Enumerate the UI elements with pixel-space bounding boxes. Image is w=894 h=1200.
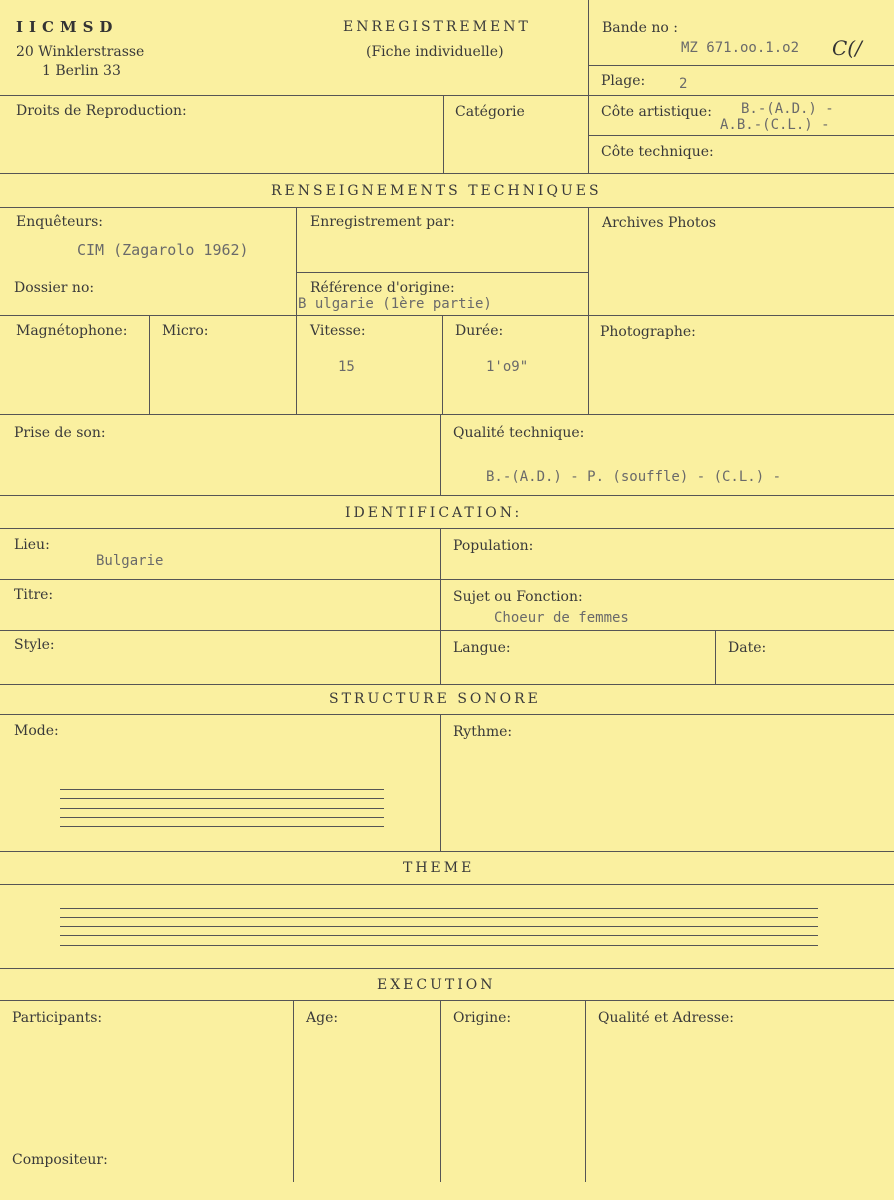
prise-de-son-label: Prise de son: — [14, 425, 106, 441]
enqueteurs-label: Enquêteurs: — [16, 214, 104, 230]
cote-artistique-line1: B.-(A.D.) - — [741, 101, 834, 117]
archives-photos-label: Archives Photos — [602, 215, 717, 231]
bande-value: MZ 671.oo.1.o2 — [681, 40, 800, 56]
bande-annotation: C(/ — [832, 36, 862, 60]
style-label: Style: — [14, 637, 55, 653]
mode-staff-line-4 — [60, 817, 384, 818]
mode-staff-line-1 — [60, 789, 384, 790]
categorie-label: Catégorie — [455, 104, 525, 120]
duree-value: 1'o9" — [486, 359, 529, 375]
mode-staff-line-5 — [60, 826, 384, 827]
theme-staff-line-4 — [60, 935, 818, 936]
mode-staff-line-3 — [60, 808, 384, 809]
mode-staff-line-2 — [60, 798, 384, 799]
photographe-label: Photographe: — [600, 324, 696, 340]
langue-label: Langue: — [453, 640, 511, 656]
address-line-2: 1 Berlin 33 — [42, 63, 121, 79]
vitesse-value: 15 — [338, 359, 355, 375]
date-label: Date: — [728, 640, 767, 656]
enqueteurs-value: CIM (Zagarolo 1962) — [77, 241, 249, 259]
cote-technique-label: Côte technique: — [601, 144, 714, 160]
theme-staff-line-3 — [60, 926, 818, 927]
population-label: Population: — [453, 538, 534, 554]
origine-label: Origine: — [453, 1010, 512, 1026]
vitesse-label: Vitesse: — [310, 323, 366, 339]
compositeur-label: Compositeur: — [12, 1152, 108, 1168]
address-line-1: 20 Winklerstrasse — [16, 44, 145, 60]
plage-label: Plage: — [601, 73, 646, 89]
identification-heading: IDENTIFICATION: — [345, 505, 523, 521]
org-logo: IICMSD — [16, 18, 119, 36]
age-label: Age: — [306, 1010, 339, 1026]
magnetophone-label: Magnétophone: — [16, 323, 128, 339]
qualite-adresse-label: Qualité et Adresse: — [598, 1010, 734, 1026]
execution-heading: EXECUTION — [377, 977, 496, 993]
dossier-label: Dossier no: — [14, 280, 95, 296]
micro-label: Micro: — [162, 323, 209, 339]
reference-value: B ulgarie (1ère partie) — [298, 296, 492, 312]
rythme-label: Rythme: — [453, 724, 513, 740]
bande-label: Bande no : — [602, 20, 678, 36]
sujet-value: Choeur de femmes — [494, 610, 629, 626]
qualite-technique-label: Qualité technique: — [453, 425, 585, 441]
cote-artistique-label: Côte artistique: — [601, 104, 712, 120]
reference-label: Référence d'origine: — [310, 280, 455, 296]
enregistrement-par-label: Enregistrement par: — [310, 214, 455, 230]
theme-heading: THEME — [403, 860, 475, 876]
theme-staff-line-5 — [60, 945, 818, 946]
theme-staff-line-1 — [60, 908, 818, 909]
droits-label: Droits de Reproduction: — [16, 103, 187, 119]
theme-staff-line-2 — [60, 917, 818, 918]
cote-artistique-line2: A.B.-(C.L.) - — [720, 117, 830, 133]
mode-label: Mode: — [14, 723, 59, 739]
duree-label: Durée: — [455, 323, 504, 339]
lieu-label: Lieu: — [14, 537, 50, 553]
structure-sonore-heading: STRUCTURE SONORE — [329, 691, 541, 707]
qualite-technique-value: B.-(A.D.) - P. (souffle) - (C.L.) - — [486, 469, 782, 485]
participants-label: Participants: — [12, 1010, 103, 1026]
form-subtitle: (Fiche individuelle) — [366, 44, 504, 60]
titre-label: Titre: — [14, 587, 54, 603]
renseignements-heading: RENSEIGNEMENTS TECHNIQUES — [271, 183, 602, 199]
plage-value: 2 — [679, 76, 688, 92]
lieu-value: Bulgarie — [96, 553, 164, 569]
form-title: ENREGISTREMENT — [343, 19, 531, 35]
sujet-label: Sujet ou Fonction: — [453, 589, 583, 605]
